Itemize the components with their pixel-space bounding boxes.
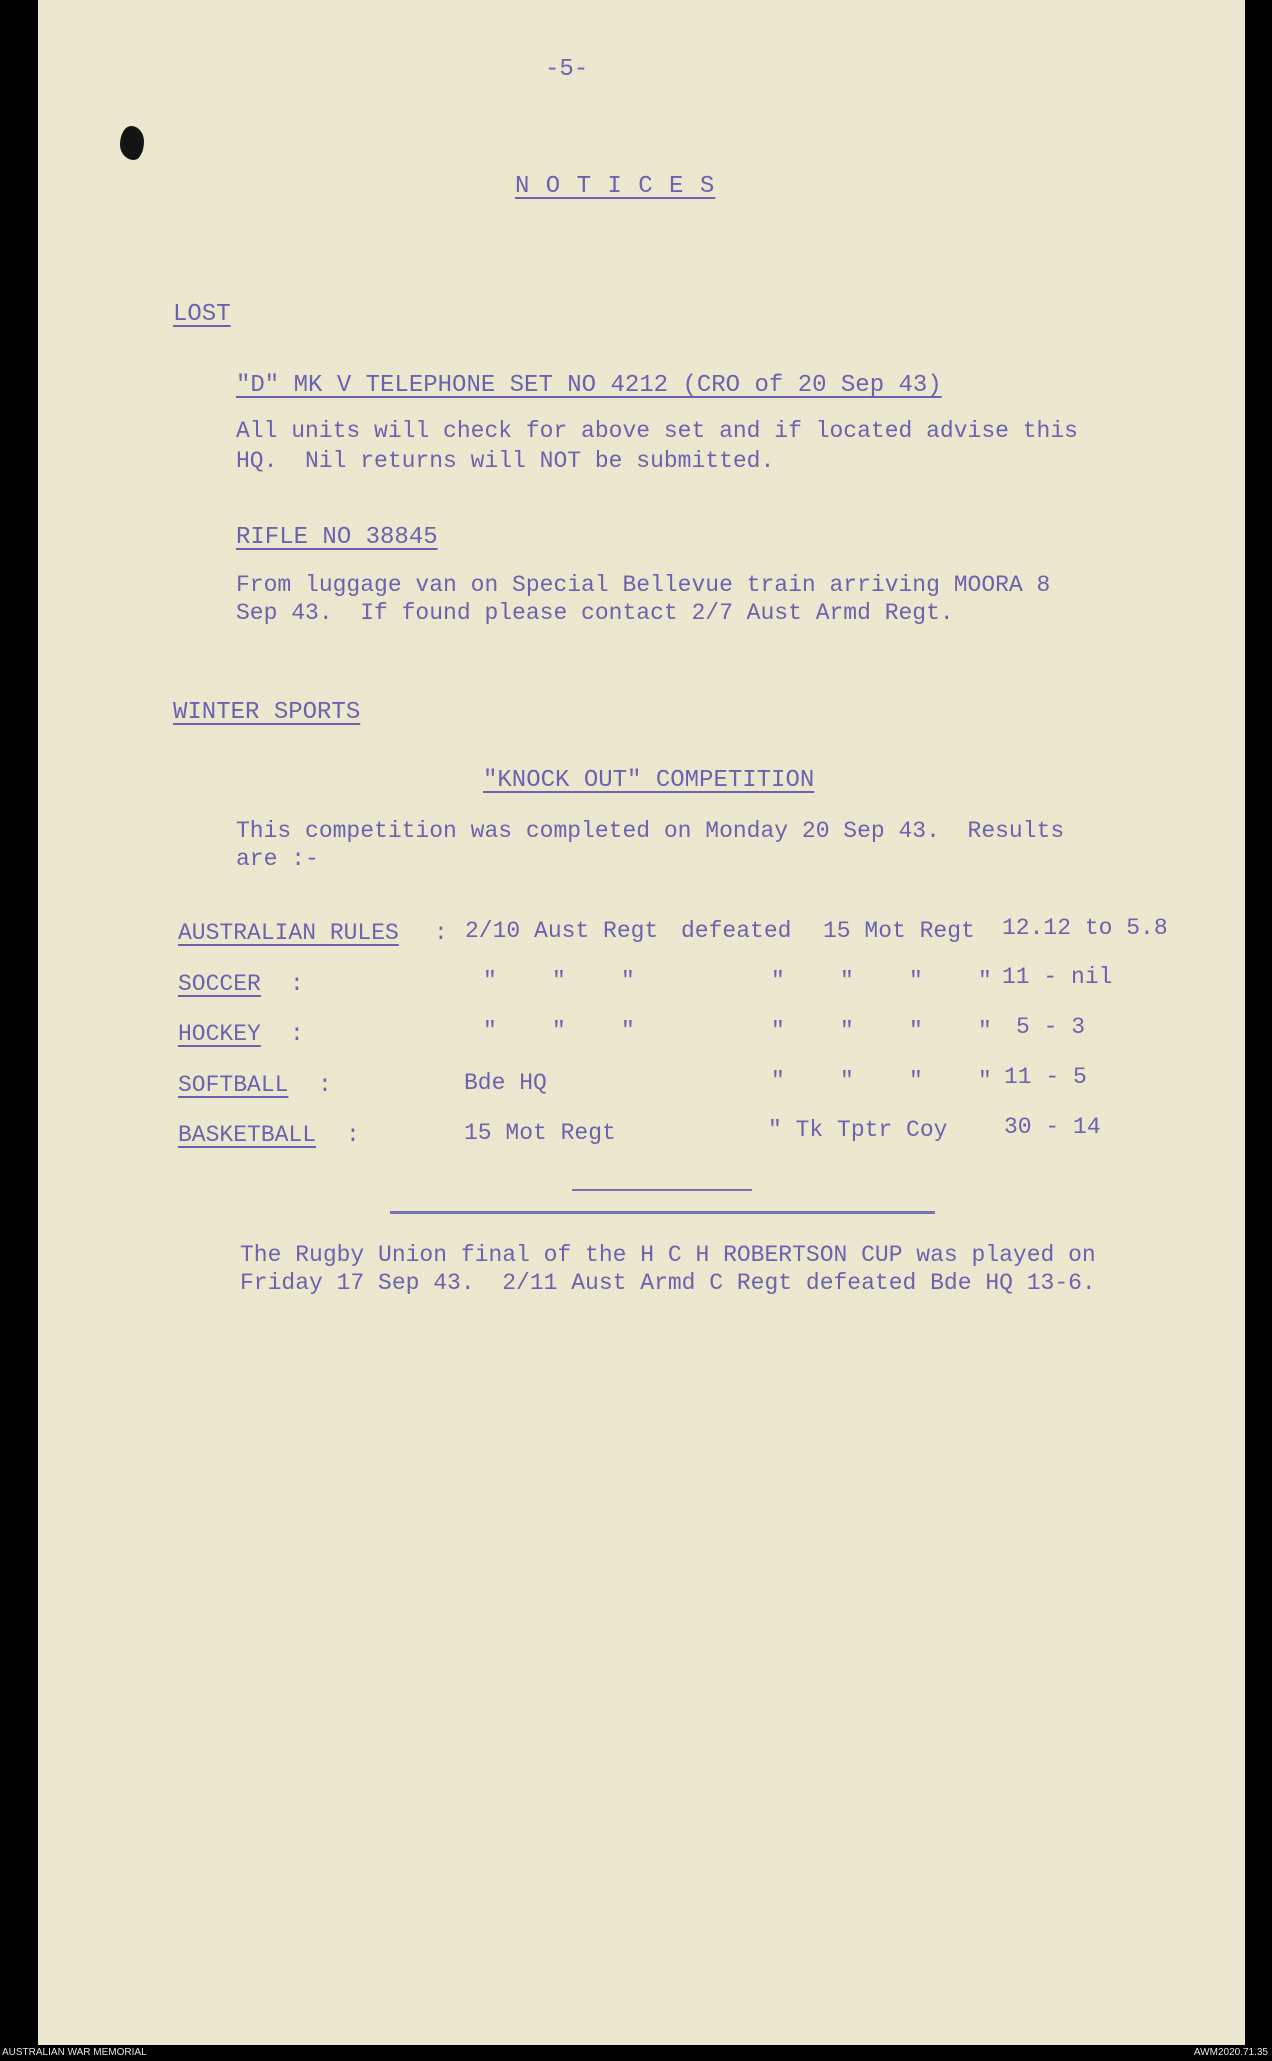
result-sport: BASKETBALL <box>178 1122 317 1148</box>
sports-intro-2: are :- <box>236 846 319 872</box>
result-sport: HOCKEY <box>178 1021 261 1047</box>
result-winner: " " " <box>483 968 635 994</box>
result-separator: : <box>290 1021 304 1047</box>
result-winner: 15 Mot Regt <box>464 1120 616 1146</box>
sports-subheading: "KNOCK OUT" COMPETITION <box>483 767 815 794</box>
lost-item-telephone-title: "D" MK V TELEPHONE SET NO 4212 (CRO of 20 Sep 43) <box>236 372 942 399</box>
result-score: 11 - nil <box>1002 964 1113 990</box>
footer-archive-name: AUSTRALIAN WAR MEMORIAL <box>2 2047 147 2058</box>
result-loser: 15 Mot Regt <box>823 918 975 944</box>
result-sport: SOCCER <box>178 971 261 997</box>
result-separator: : <box>318 1072 332 1098</box>
punch-hole <box>120 126 144 160</box>
sports-intro-1: This competition was completed on Monday 20 Sep 43. Results <box>236 818 1065 844</box>
result-score: 11 - 5 <box>1004 1064 1087 1090</box>
result-score: 5 - 3 <box>1016 1014 1086 1040</box>
lost-item-rifle-title: RIFLE NO 38845 <box>236 524 438 551</box>
long-divider <box>390 1211 935 1214</box>
result-sport: SOFTBALL <box>178 1072 289 1098</box>
result-winner: 2/10 Aust Regt <box>465 918 659 944</box>
result-loser: " " " " <box>771 968 992 994</box>
lost-item-telephone-text-2: HQ. Nil returns will NOT be submitted. <box>236 448 775 474</box>
short-divider <box>572 1189 752 1191</box>
result-score: 30 - 14 <box>1004 1114 1101 1140</box>
lost-item-rifle-text-2: Sep 43. If found please contact 2/7 Aust Armd Regt. <box>236 600 954 626</box>
sports-heading: WINTER SPORTS <box>173 699 361 726</box>
rugby-final-text-1: The Rugby Union final of the H C H ROBERTSON CUP was played on <box>240 1242 1096 1268</box>
rugby-final-text-2: Friday 17 Sep 43. 2/11 Aust Armd C Regt defeated Bde HQ 13-6. <box>240 1270 1096 1296</box>
lost-heading: LOST <box>173 301 231 328</box>
page-title: N O T I C E S <box>515 173 716 200</box>
result-winner: " " " <box>483 1018 635 1044</box>
result-winner: Bde HQ <box>464 1070 547 1096</box>
result-loser: " " " " <box>771 1068 992 1094</box>
lost-item-telephone-text-1: All units will check for above set and if located advise this <box>236 418 1078 444</box>
result-separator: : <box>346 1122 360 1148</box>
result-separator: : <box>290 971 304 997</box>
page-number: -5- <box>545 56 589 83</box>
result-separator: : <box>434 920 448 946</box>
footer-archive-id: AWM2020.71.35 <box>1193 2047 1268 2058</box>
result-score: 12.12 to 5.8 <box>1002 915 1168 941</box>
result-loser: " Tk Tptr Coy <box>768 1117 948 1143</box>
result-sport: AUSTRALIAN RULES <box>178 920 399 946</box>
result-verb: defeated <box>681 918 792 944</box>
lost-item-rifle-text-1: From luggage van on Special Bellevue train arriving MOORA 8 <box>236 572 1051 598</box>
result-loser: " " " " <box>771 1018 992 1044</box>
